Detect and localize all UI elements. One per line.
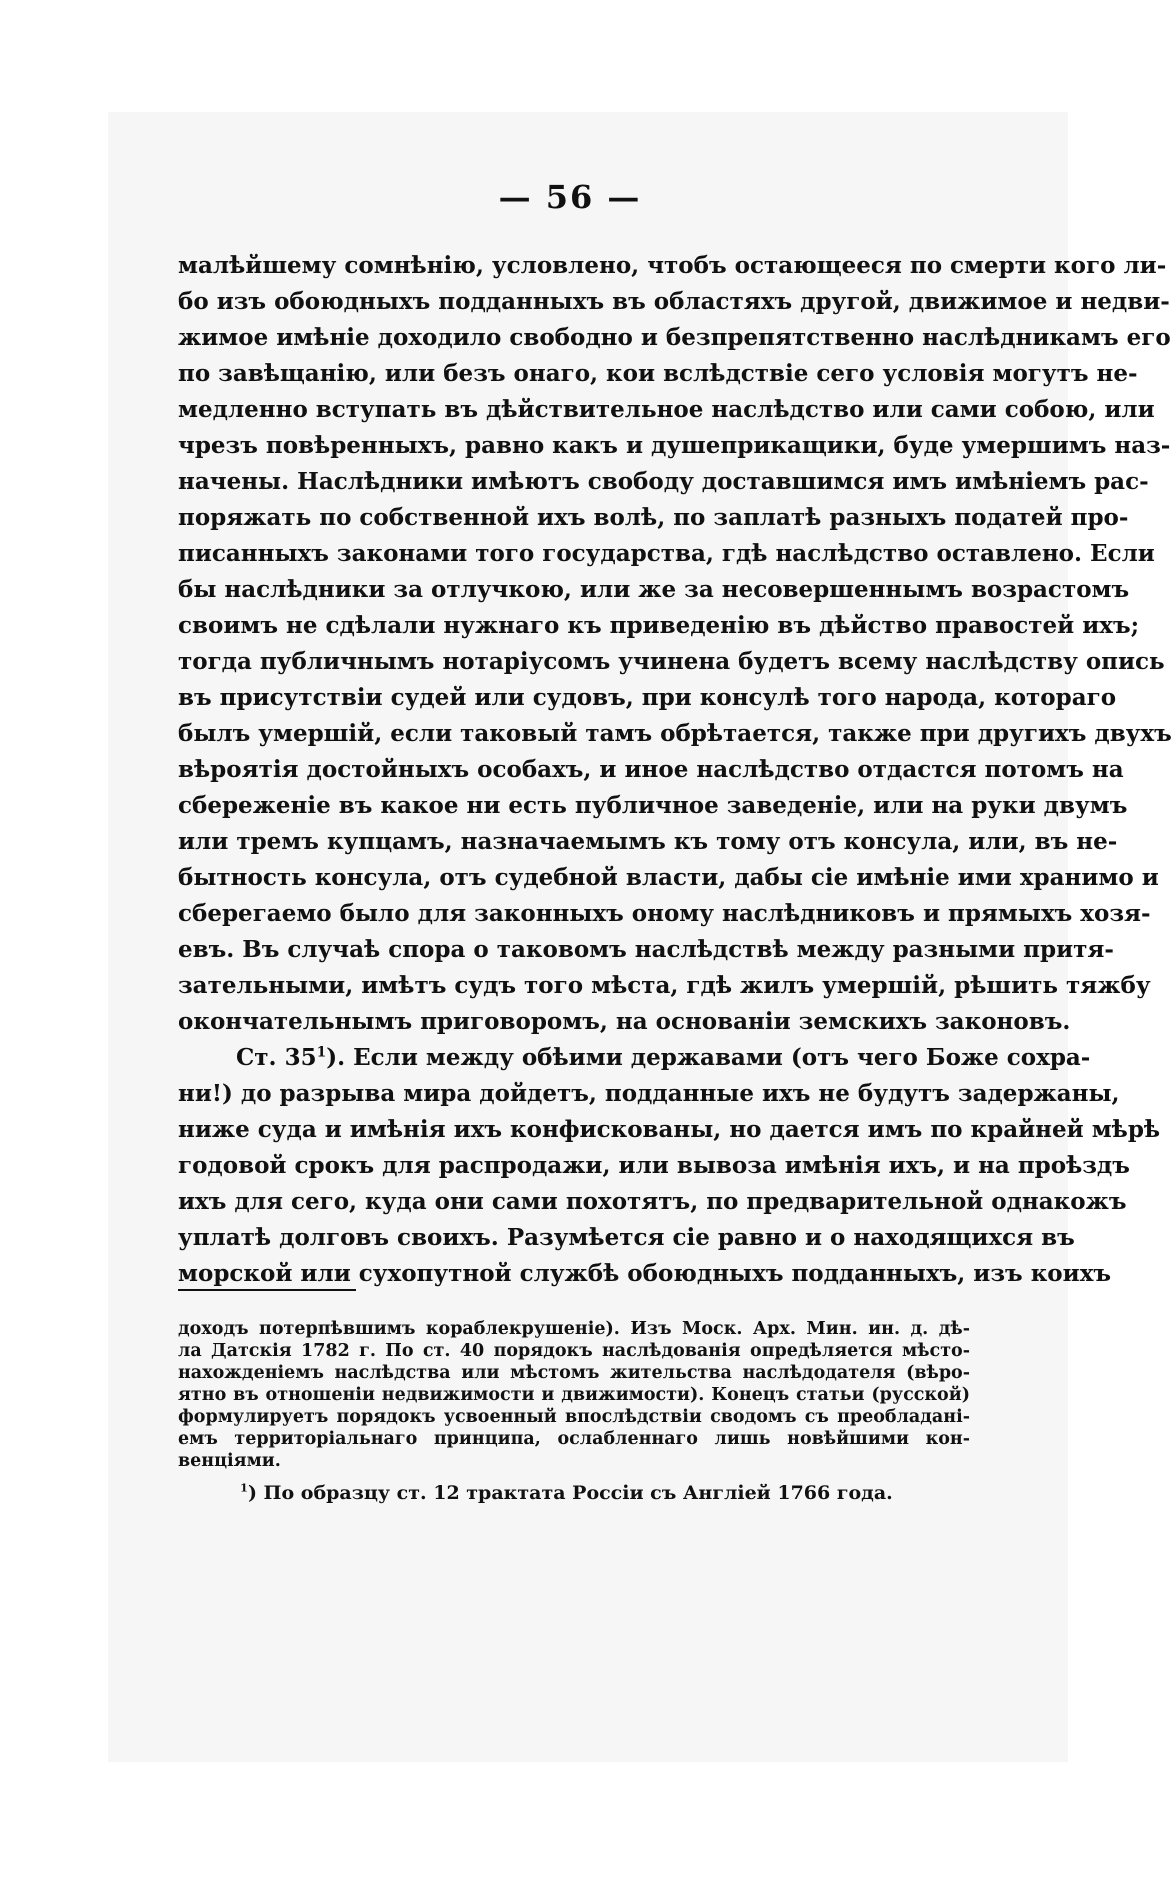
text-line: зательными, имѣтъ судъ того мѣста, гдѣ жилъ умершій, рѣшить тяжбу <box>178 972 1151 999</box>
article-first-line: ). Если между обѣими державами (отъ чего Боже сохра- <box>326 1044 1091 1071</box>
text-line: начены. Наслѣдники имѣютъ свободу доставшимся имъ имѣніемъ рас- <box>178 468 1149 495</box>
text-line: бо изъ обоюдныхъ подданныхъ въ областяхъ другой, движимое и недви- <box>178 288 1170 315</box>
text-line: ихъ для сего, куда они сами похотятъ, по предварительной однакожъ <box>178 1188 1127 1215</box>
text-line: сберегаемо было для законныхъ оному наслѣдниковъ и прямыхъ хозя- <box>178 900 1151 927</box>
text-line: годовой срокъ для распродажи, или вывоза имѣнія ихъ, и на проѣздъ <box>178 1152 1130 1179</box>
text-line: жимое имѣніе доходило свободно и безпрепятственно наслѣдникамъ его <box>178 324 1171 351</box>
text-line: своимъ не сдѣлали нужнаго къ приведенію въ дѣйство правостей ихъ; <box>178 612 1140 639</box>
footnote-ref: 1 <box>316 1044 327 1061</box>
text-line: малѣйшему сомнѣнію, условлено, чтобъ остающееся по смерти кого ли- <box>178 252 1167 279</box>
footnote-line: формулируетъ порядокъ усвоенный впослѣдствіи сводомъ съ преобладані- <box>178 1407 970 1427</box>
text-line: или тремъ купцамъ, назначаемымъ къ тому отъ консула, или, въ не- <box>178 828 1118 855</box>
footnote-line: нахожденіемъ наслѣдства или мѣстомъ жительства наслѣдодателя (вѣро- <box>178 1363 970 1383</box>
text-line: былъ умершій, если таковый тамъ обрѣтается, также при другихъ двухъ <box>178 720 1172 747</box>
text-line: тогда публичнымъ нотаріусомъ учинена будетъ всему наслѣдству опись <box>178 648 1165 675</box>
text-line: по завѣщанію, или безъ онаго, кои вслѣдствіе сего условія могутъ не- <box>178 360 1138 387</box>
footnote-line: емъ территоріальнаго принципа, ослабленнаго лишь новѣйшими кон- <box>178 1429 970 1449</box>
text-line: бытность консула, отъ судебной власти, дабы сіе имѣніе ими хранимо и <box>178 864 1159 891</box>
footnote-marker: 1 <box>240 1480 248 1495</box>
text-line: ниже суда и имѣнія ихъ конфискованы, но дается имъ по крайней мѣрѣ <box>178 1116 1161 1143</box>
footnote-divider <box>178 1289 356 1291</box>
page-number: — 56 — <box>498 178 642 216</box>
text-line: въ присутствіи судей или судовъ, при консулѣ того народа, котораго <box>178 684 1117 711</box>
footnote-line: доходъ потерпѣвшимъ кораблекрушеніе). Изъ Моск. Арх. Мин. ин. д. дѣ- <box>178 1319 970 1339</box>
text-line: чрезъ повѣренныхъ, равно какъ и душеприкащики, буде умершимъ наз- <box>178 432 1171 459</box>
text-line: сбереженіе въ какое ни есть публичное заведеніе, или на руки двумъ <box>178 792 1128 819</box>
footnotes <box>178 1318 970 1506</box>
text-line: окончательнымъ приговоромъ, на основаніи земскихъ законовъ. <box>178 1008 1071 1035</box>
footnote-line: венціями. <box>178 1451 281 1471</box>
text-line: уплатѣ долговъ своихъ. Разумѣется сіе равно и о находящихся въ <box>178 1224 1075 1251</box>
text-line: вѣроятія достойныхъ особахъ, и иное наслѣдство отдастся потомъ на <box>178 756 1124 783</box>
footnote-1 <box>178 1480 970 1506</box>
footnote-line: ятно въ отношеніи недвижимости и движимости). Конецъ статьи (русской) <box>178 1385 970 1405</box>
article-label: Ст. 35 <box>236 1044 317 1071</box>
text-line: евъ. Въ случаѣ спора о таковомъ наслѣдствѣ между разными притя- <box>178 936 1114 963</box>
footnote-line: ла Датскія 1782 г. По ст. 40 порядокъ наслѣдованія опредѣляется мѣсто- <box>178 1341 970 1361</box>
footnote-1-text: ) По образцу ст. 12 трактата Россіи съ Англіей 1766 года. <box>247 1482 893 1504</box>
text-line: писанныхъ законами того государства, гдѣ наслѣдство оставлено. Если <box>178 540 1155 567</box>
text-line: медленно вступать въ дѣйствительное наслѣдство или сами собою, или <box>178 396 1155 423</box>
text-line: поряжать по собственной ихъ волѣ, по заплатѣ разныхъ податей про- <box>178 504 1129 531</box>
text-line: морской или сухопутной службѣ обоюдныхъ подданныхъ, изъ коихъ <box>178 1260 1112 1287</box>
article-heading-line <box>178 1040 1091 1076</box>
text-line: ни!) до разрыва мира дойдетъ, подданные ихъ не будутъ задержаны, <box>178 1080 1120 1107</box>
text-line: бы наслѣдники за отлучкою, или же за несовершеннымъ возрастомъ <box>178 576 1130 603</box>
main-text <box>178 248 1172 1292</box>
